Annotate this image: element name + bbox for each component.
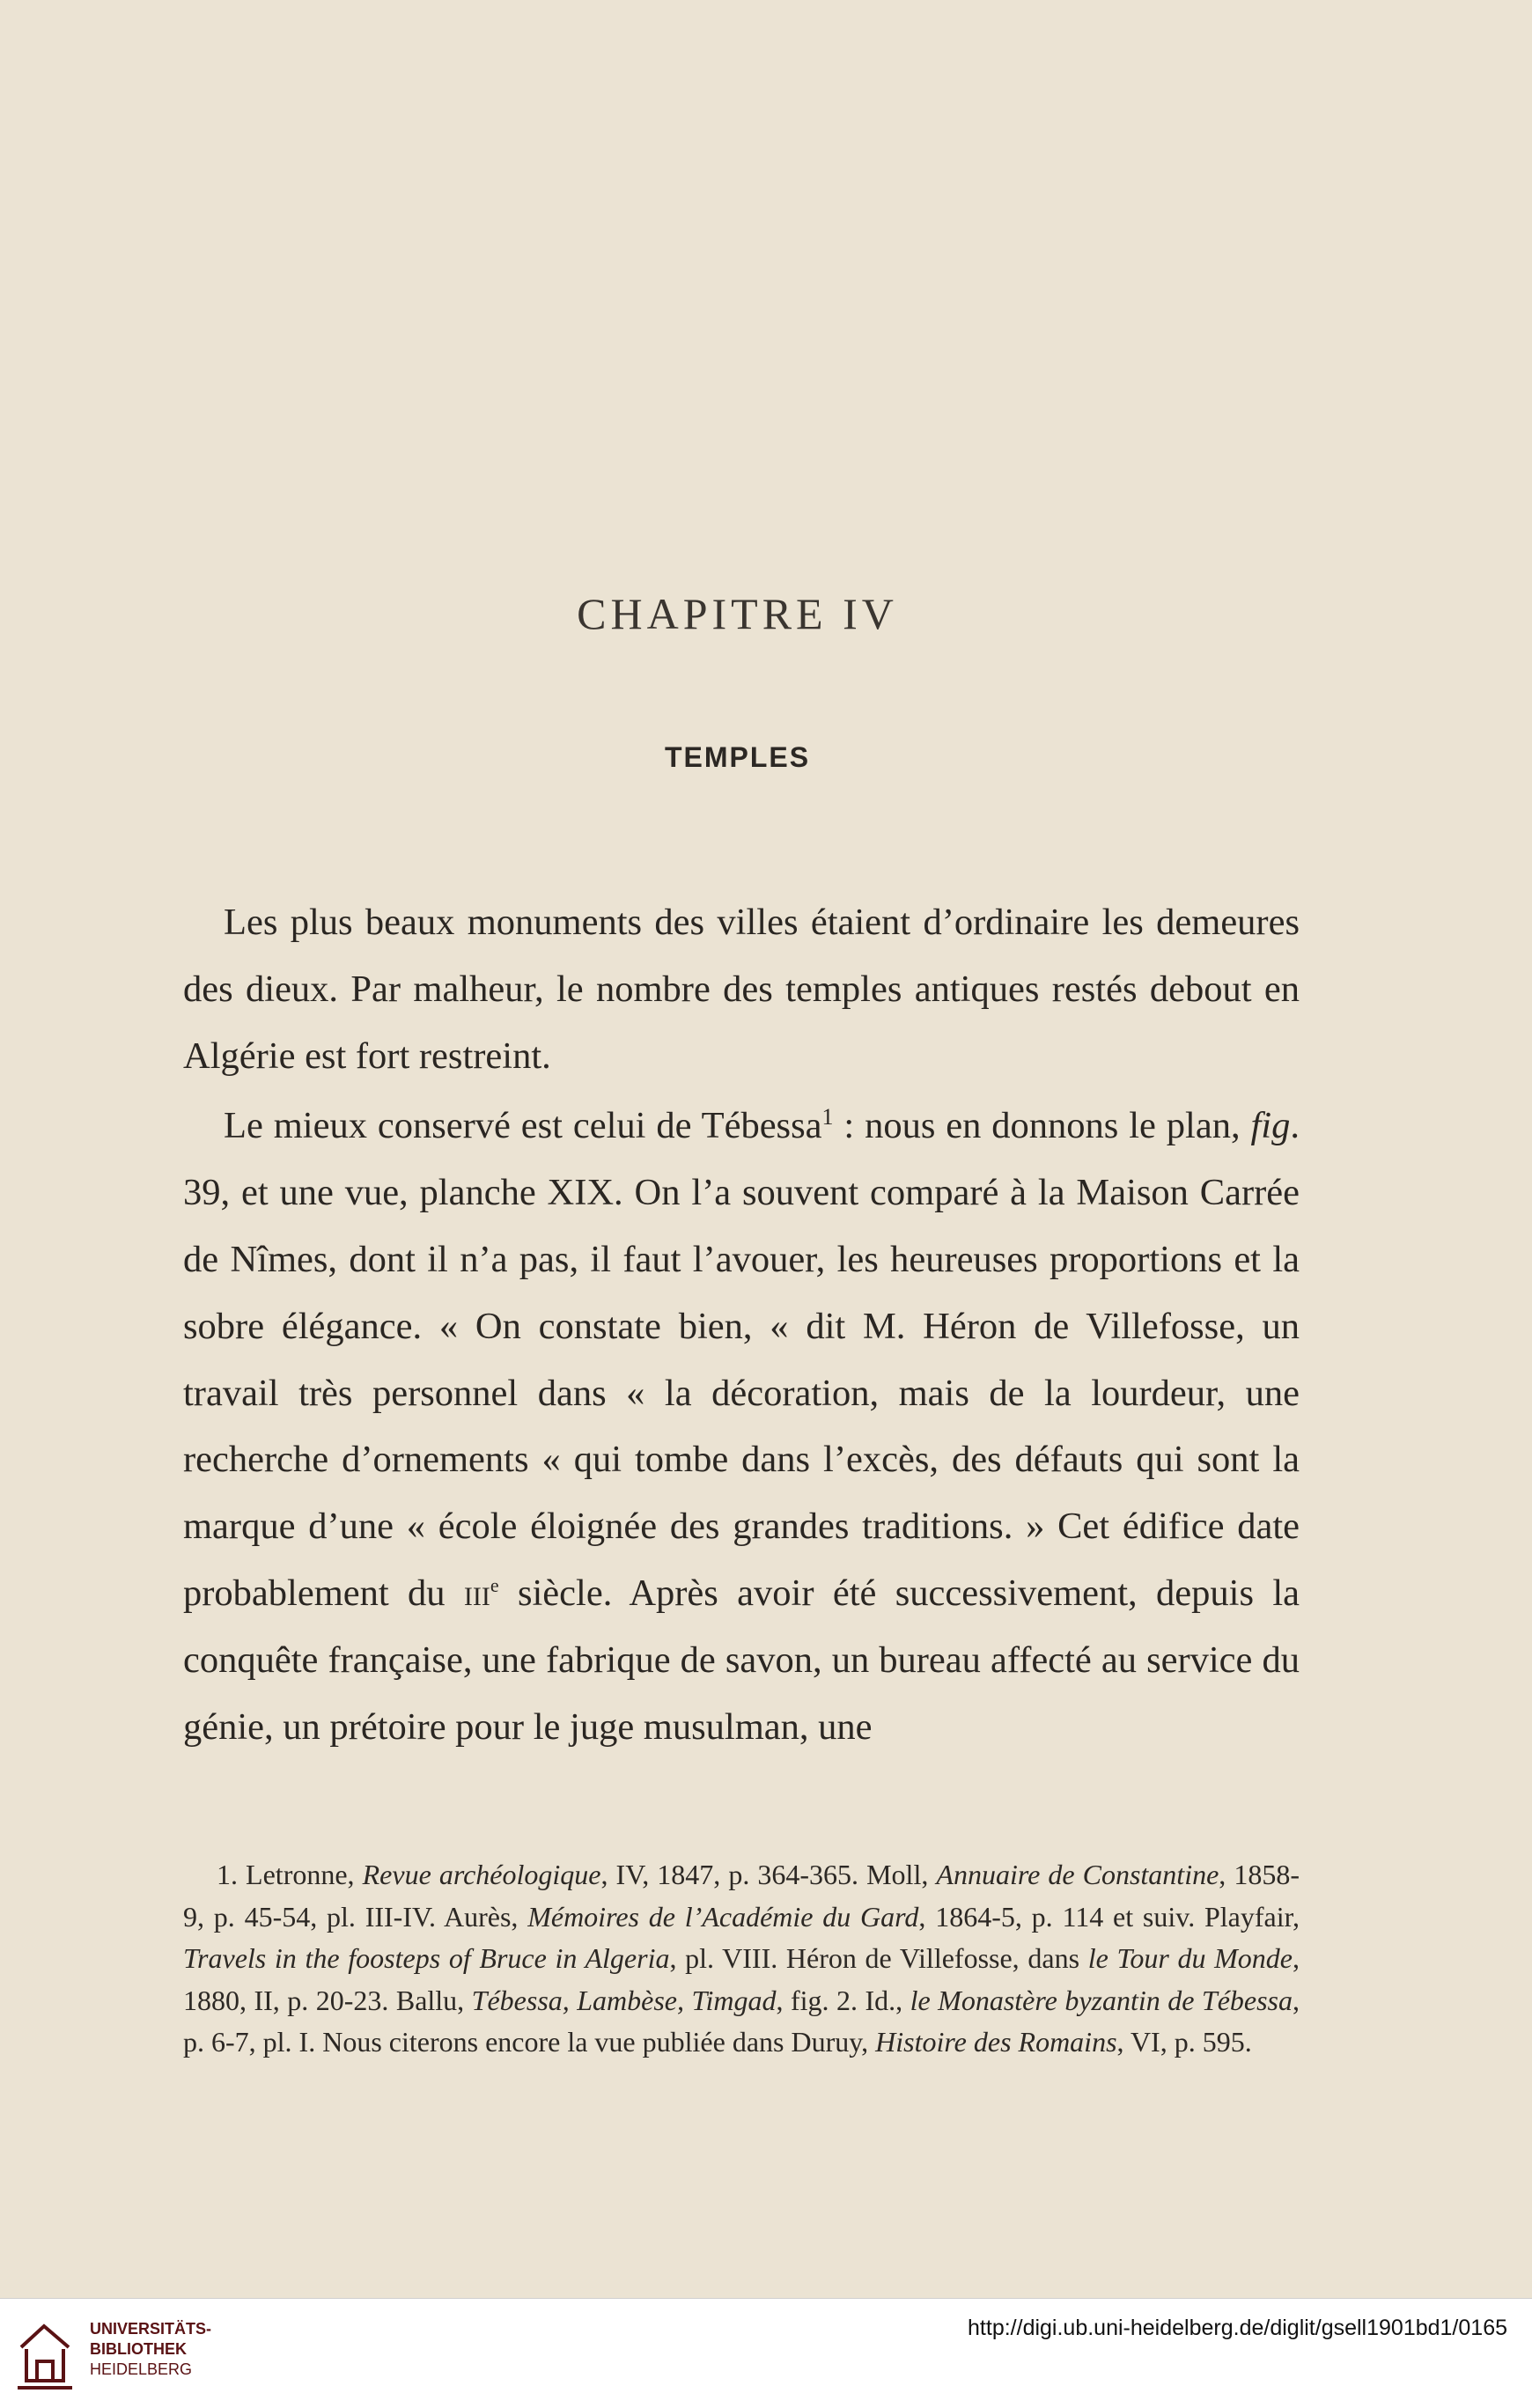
footnote-title: Tébessa, Lambèse, Timgad <box>471 1984 777 2016</box>
paragraph-2-part-a: Le mieux conservé est celui de Tébessa <box>224 1105 822 1147</box>
footnote-title: le Monastère byzantin de Tébessa <box>910 1984 1293 2016</box>
footnote-text: , 1858-9, p. 45-54, pl. III-IV. Aurès, <box>183 1859 1300 1933</box>
century-superscript: e <box>490 1573 499 1596</box>
century-numeral: iii <box>463 1572 490 1614</box>
figure-abbreviation: fig <box>1250 1105 1291 1147</box>
paragraph-1: Les plus beaux monuments des villes étaient d’ordinaire les demeures des dieux. Par malheur, le nombre des temples antiques restés debout en Algérie est fort restreint. <box>183 902 1300 1077</box>
footer-bar <box>0 2298 1532 2408</box>
footnote-title: Histoire des Romains <box>875 2026 1117 2058</box>
footnote-title: Travels in the foosteps of Bruce in Algeria <box>183 1942 670 1974</box>
footnote-text: , pl. VIII. Héron de Villefosse, dans <box>669 1942 1088 1974</box>
library-logo-icon <box>14 2314 76 2393</box>
footnote-text: , p. 6-7, pl. I. Nous citerons encore la vue publiée dans Duruy, <box>183 1984 1300 2058</box>
footnote-text: , IV, 1847, p. 364-365. Moll, <box>600 1859 937 1890</box>
footnote-text: , 1880, II, p. 20-23. Ballu, <box>183 1942 1300 2016</box>
footnote-title: Annuaire de Constantine <box>936 1859 1219 1890</box>
chapter-heading: CHAPITRE IV <box>577 589 898 638</box>
logo-line-1: UNIVERSITÄTS- <box>90 2320 212 2338</box>
logo-line-3: HEIDELBERG <box>90 2360 193 2378</box>
footnote <box>183 1854 1300 2064</box>
library-logo-text <box>90 2319 211 2380</box>
footnote-text: , fig. 2. Id., <box>776 1984 910 2016</box>
paragraph-2-part-b: : nous en donnons le plan, <box>833 1105 1251 1147</box>
footnote-title: Revue archéologique <box>362 1859 601 1890</box>
section-title: TEMPLES <box>664 741 811 773</box>
footnote-text: , 1864-5, p. 114 et suiv. Playfair, <box>918 1900 1300 1933</box>
paragraph-2-part-c: . 39, et une vue, planche XIX. On l’a souvent comparé à la Maison Carrée de Nîmes, dont il n’a pas, il faut l’avouer, les heureuses proportions et la sobre élégance. « On constate bien, « dit M. Héron de Villefosse, un travail très personnel dans « la décoration, mais de la lourdeur, une recherche d’ornements « qui tombe dans l’excès, des défauts qui sont la marque d’une « école éloignée des grandes traditions. » Cet édifice date probablement du <box>183 1105 1300 1614</box>
source-url[interactable]: http://digi.ub.uni-heidelberg.de/diglit/gsell1901bd1/0165 <box>968 2316 1507 2340</box>
paragraph-2-part-d: siècle. Après avoir été successivement, depuis la conquête française, une fabrique de savon, un bureau affecté au service du génie, un prétoire pour le juge musulman, une <box>183 1572 1300 1748</box>
footnote-title: Mémoires de l’Académie du Gard <box>527 1900 919 1933</box>
body-text <box>183 889 1300 1760</box>
logo-line-2: BIBLIOTHEK <box>90 2340 187 2358</box>
paragraph-2 <box>183 1093 1300 1760</box>
footnote-text: 1. Letronne, <box>217 1859 363 1890</box>
footnote-text: , VI, p. 595. <box>1116 2026 1252 2058</box>
footnote-title: le Tour du Monde <box>1087 1942 1293 1974</box>
footnote-reference: 1 <box>821 1104 834 1130</box>
